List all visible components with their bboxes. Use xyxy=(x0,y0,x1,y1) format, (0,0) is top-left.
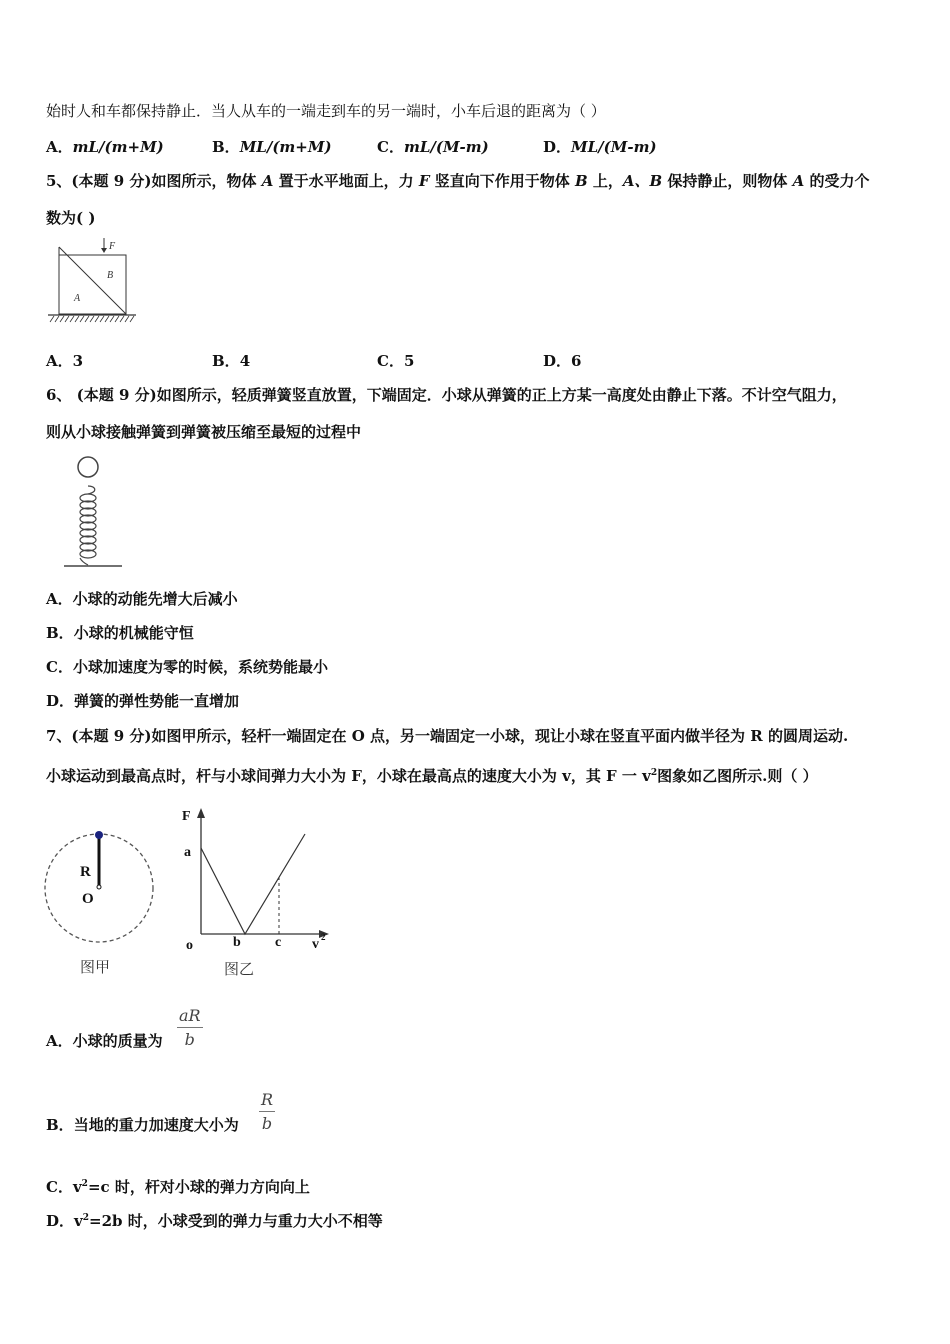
fraction-numerator: R xyxy=(259,1090,275,1112)
option-text: =2b 时，小球受到的弹力与重力大小不相等 xyxy=(89,1212,383,1230)
q7-figure-graph xyxy=(178,804,336,984)
q7-option-a-fraction xyxy=(177,1006,203,1049)
option-label: A． xyxy=(46,590,73,608)
option-text: 6 xyxy=(571,352,582,370)
q5-var-f: F xyxy=(418,172,430,190)
q7-figure-circle xyxy=(40,826,164,986)
label-f: F xyxy=(182,809,191,824)
q5-stem-part: 上， xyxy=(587,172,623,190)
option-label: D． xyxy=(543,138,572,156)
option-text: mL/(M-m) xyxy=(403,138,489,156)
option-label: C． xyxy=(46,658,73,676)
q5-option-c xyxy=(377,351,414,371)
q7-stem-part: 小球运动到最高点时，杆与小球间弹力大小为 F，小球在最高点的速度大小为 v，其 F 一 v xyxy=(46,767,651,785)
label-r: R xyxy=(80,864,91,880)
fraction-denominator: b xyxy=(261,1114,273,1133)
option-label: B． xyxy=(212,138,240,156)
label-origin: o xyxy=(186,938,193,953)
option-text: 小球的动能先增大后减小 xyxy=(72,590,238,608)
q6-option-d xyxy=(46,691,239,711)
label-v-sup: 2 xyxy=(321,932,326,942)
label-v: v xyxy=(312,937,319,952)
label-b: b xyxy=(233,935,241,950)
q5-option-a xyxy=(46,351,83,371)
q5-stem-part: 保持静止，则物体 xyxy=(662,172,793,190)
q5-label-a: A xyxy=(74,293,81,304)
option-label: C． xyxy=(46,1178,73,1196)
option-label: A． xyxy=(46,1032,73,1050)
option-sup: 2 xyxy=(82,1213,89,1223)
ground-hatch xyxy=(50,316,134,322)
option-text: =c 时，杆对小球的弹力方向向上 xyxy=(87,1178,310,1196)
q5-var-a: A xyxy=(261,172,274,190)
q5-option-b xyxy=(212,351,250,371)
option-var: v xyxy=(72,1178,82,1196)
fraction-numerator: aR xyxy=(177,1006,203,1028)
caption-yi: 图乙 xyxy=(224,962,255,978)
option-label: A． xyxy=(46,352,73,370)
option-text: 4 xyxy=(239,352,251,370)
q5-stem-line2: 数为( ) xyxy=(46,209,96,227)
option-text: 小球的机械能守恒 xyxy=(73,624,194,642)
option-label: B． xyxy=(46,1116,74,1134)
q4-option-d xyxy=(543,137,657,157)
option-label: C． xyxy=(377,352,404,370)
ball-icon xyxy=(95,831,103,839)
option-text: 3 xyxy=(72,352,84,370)
q6-stem-line1: 6、 (本题 9 分)如图所示，轻质弹簧竖直放置，下端固定．小球从弹簧的正上方某一高度处由静止下落。不计空气阻力， xyxy=(46,386,847,404)
q6-stem-line2: 则从小球接触弹簧到弹簧被压缩至最短的过程中 xyxy=(46,423,362,441)
q7-stem-line2 xyxy=(46,763,818,786)
q7-option-b-fraction xyxy=(259,1090,275,1133)
q5-stem-part: 置于水平地面上，力 xyxy=(273,172,419,190)
option-label: B． xyxy=(212,352,240,370)
option-label: D． xyxy=(46,1212,75,1230)
y-arrow xyxy=(197,808,205,818)
q4-option-b xyxy=(212,137,332,157)
q5-option-d xyxy=(543,351,581,371)
q5-stem-part: 5、(本题 9 分)如图所示，物体 xyxy=(46,172,262,190)
f-v2-line xyxy=(201,834,305,934)
q6-option-b xyxy=(46,623,194,643)
q5-figure-blocks xyxy=(46,236,138,326)
option-label: B． xyxy=(46,624,74,642)
label-a: a xyxy=(184,845,191,860)
q5-var-a2: A xyxy=(792,172,805,190)
fraction-denominator: b xyxy=(184,1030,195,1049)
q6-figure-spring xyxy=(60,452,126,572)
option-label: C． xyxy=(377,138,404,156)
option-var: v xyxy=(74,1212,83,1230)
q7-option-c xyxy=(46,1174,310,1197)
q7-option-a xyxy=(46,1031,163,1051)
caption-jia: 图甲 xyxy=(80,960,111,976)
label-o: O xyxy=(82,891,94,907)
q5-stem-part: 的受力个 xyxy=(804,172,870,190)
q7-stem-line1: 7、(本题 9 分)如图甲所示，轻杆一端固定在 O 点，另一端固定一小球，现让小球在竖直平面内做半径为 R 的圆周运动. xyxy=(46,727,849,745)
option-text: ML/(M-m) xyxy=(571,138,657,156)
q7-stem-part: 图象如乙图所示.则（ ） xyxy=(657,767,818,785)
option-text: mL/(m+M) xyxy=(72,138,164,156)
option-label: D． xyxy=(46,692,75,710)
q5-label-b: B xyxy=(107,270,114,281)
q5-stem-part: 竖直向下作用于物体 xyxy=(429,172,575,190)
option-text: ML/(m+M) xyxy=(239,138,332,156)
q5-label-force: F xyxy=(109,241,116,252)
q5-var-ab: A、B xyxy=(622,172,663,190)
option-text: 5 xyxy=(403,352,415,370)
option-text: 弹簧的弹性势能一直增加 xyxy=(74,692,240,710)
option-label: A． xyxy=(46,138,73,156)
q7-stem-sup: 2 xyxy=(650,768,658,778)
option-text: 小球加速度为零的时候，系统势能最小 xyxy=(72,658,328,676)
option-text: 当地的重力加速度大小为 xyxy=(73,1116,239,1134)
q4-stem-tail: 始时人和车都保持静止．当人从车的一端走到车的另一端时，小车后退的距离为（ ） xyxy=(46,102,606,120)
spring-icon xyxy=(80,486,96,565)
option-sup: 2 xyxy=(81,1179,88,1189)
q6-option-a xyxy=(46,589,238,609)
q7-option-b xyxy=(46,1115,239,1135)
q6-option-c xyxy=(46,657,328,677)
q4-option-c xyxy=(377,137,489,157)
option-text: 小球的质量为 xyxy=(72,1032,163,1050)
label-c: c xyxy=(275,935,282,950)
q5-stem-line1 xyxy=(46,171,870,191)
q5-var-b: B xyxy=(574,172,588,190)
option-label: D． xyxy=(543,352,572,370)
ball-icon xyxy=(78,457,98,477)
q7-option-d xyxy=(46,1208,383,1231)
q4-option-a xyxy=(46,137,164,157)
pivot xyxy=(97,885,101,889)
